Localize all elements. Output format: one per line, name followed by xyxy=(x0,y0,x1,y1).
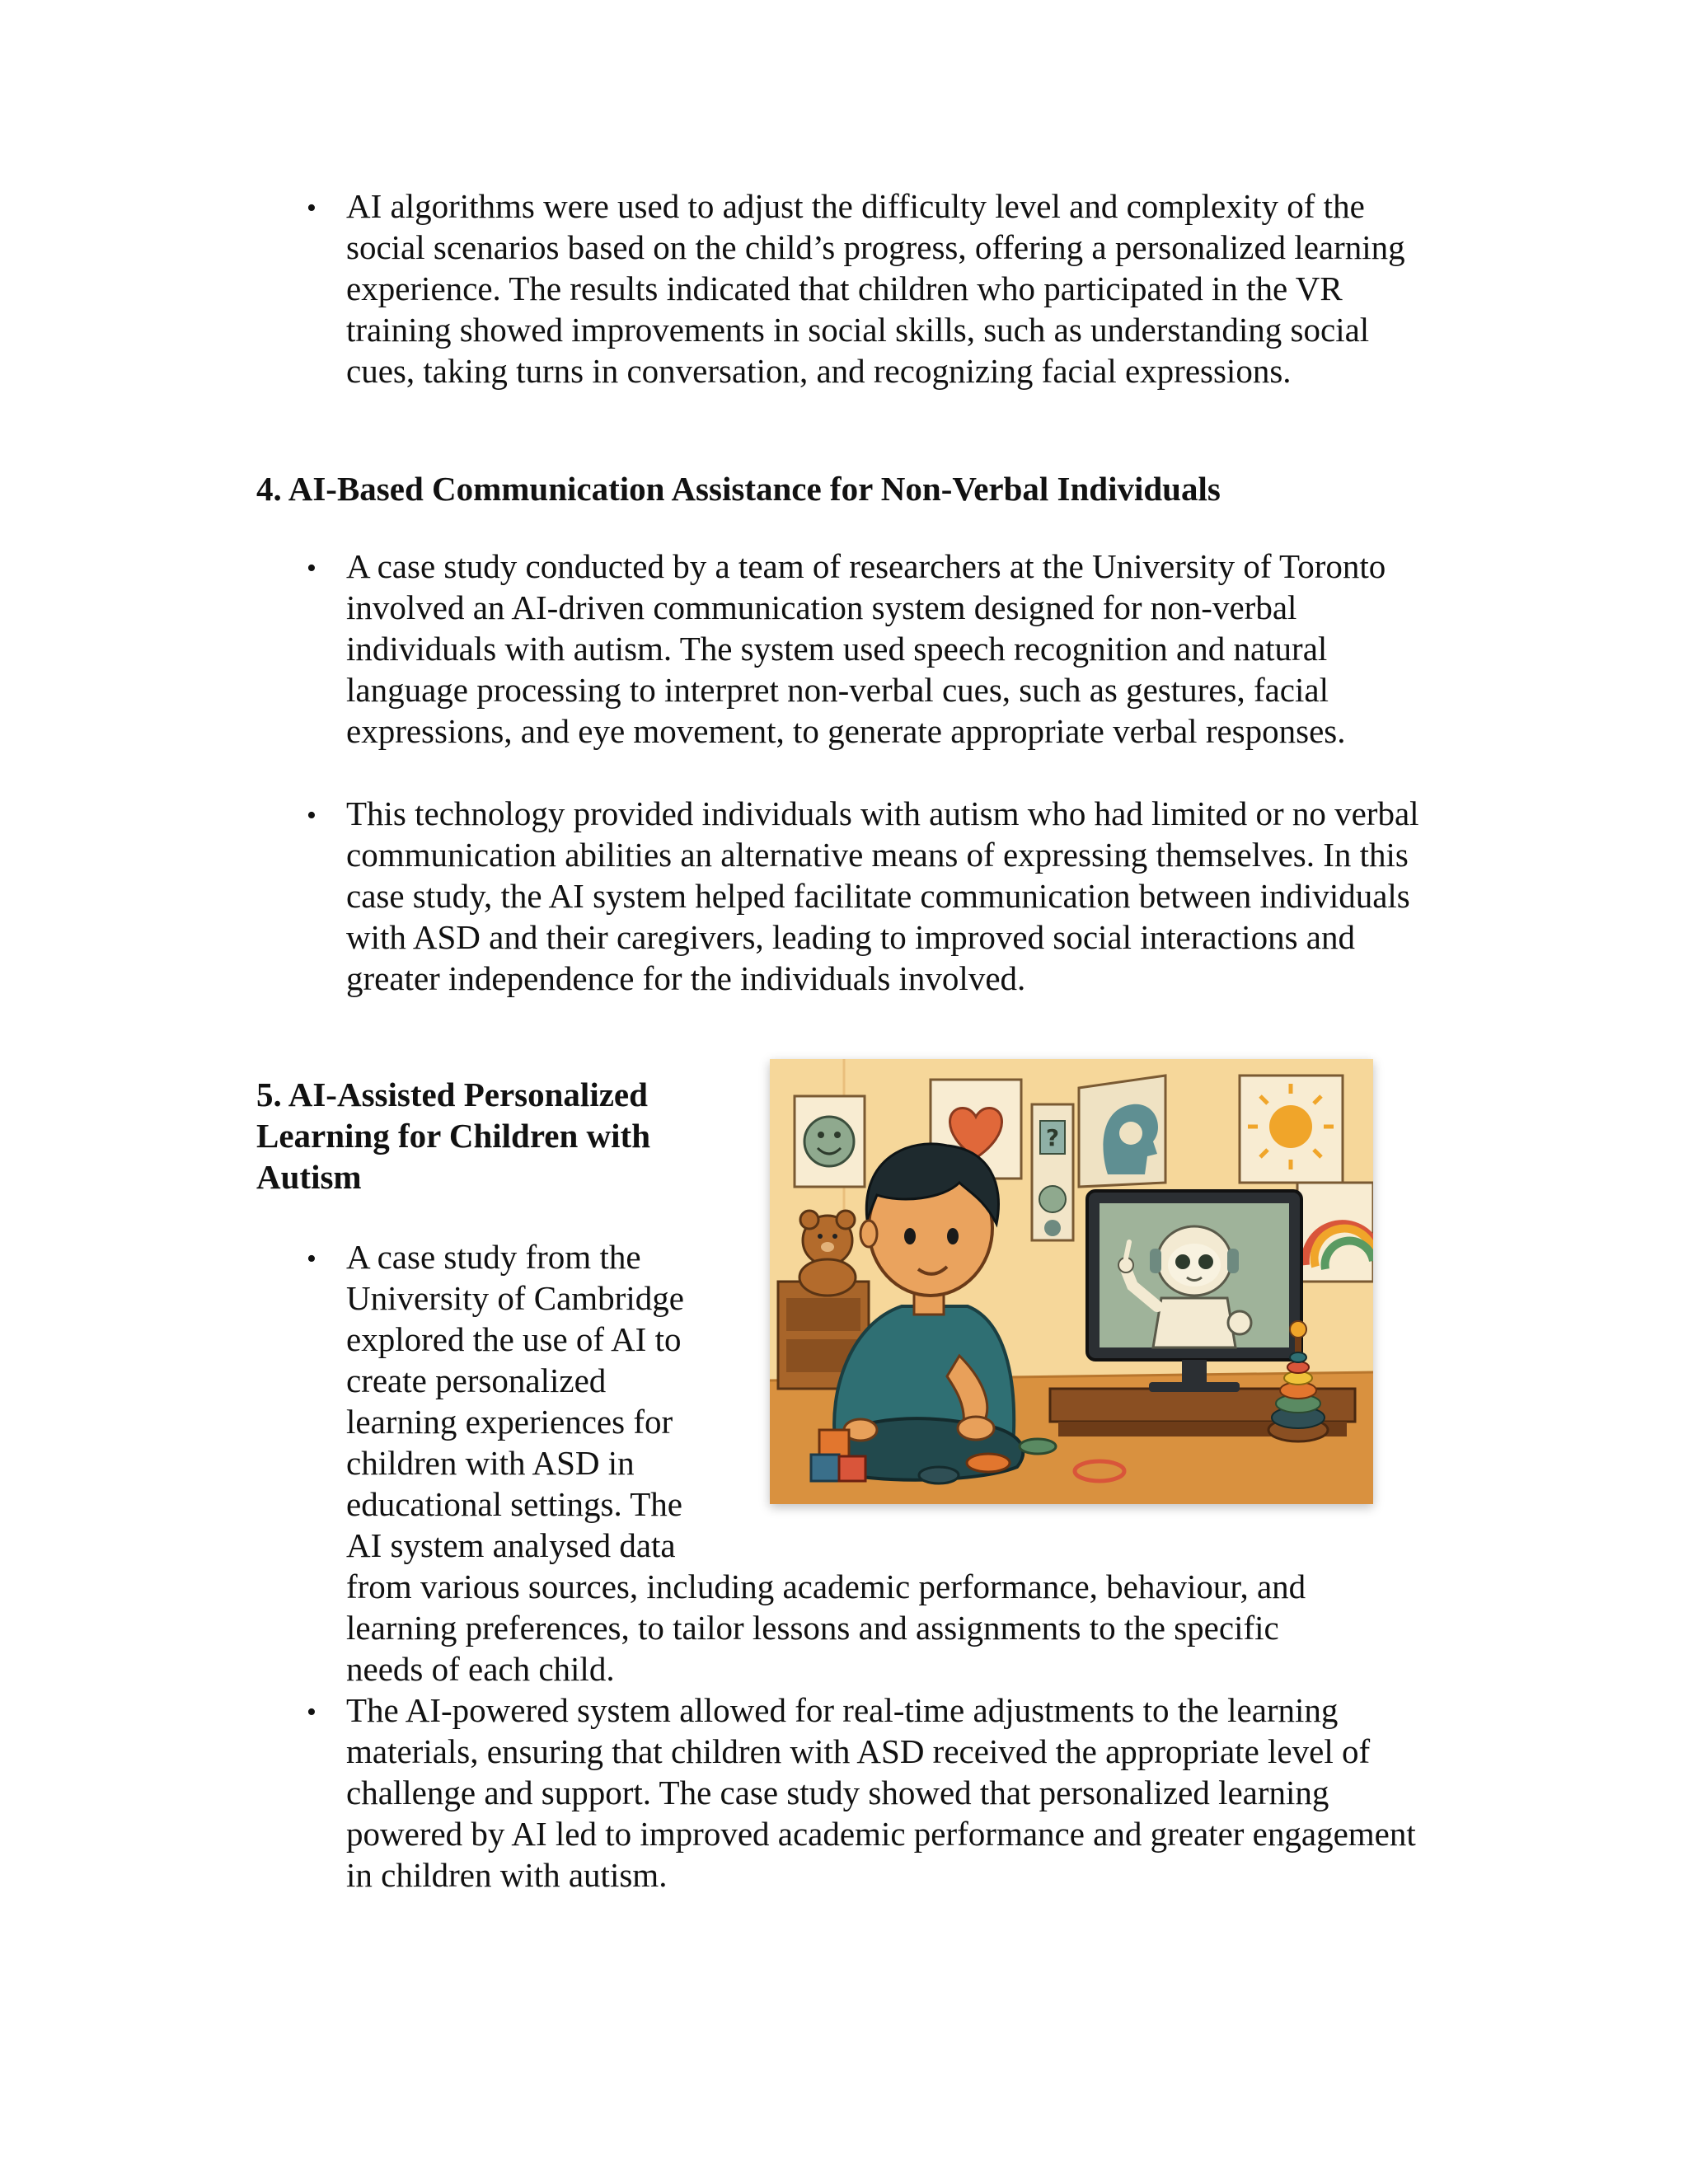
bullet-symbol: • xyxy=(307,1697,316,1727)
bullet-symbol: • xyxy=(307,800,316,831)
text-line: AI system analysed data xyxy=(346,1526,676,1564)
section4-bullet-2: This technology provided individuals with autism who had limited or no verbal communication abilities an alternative means of expressing themselves. In this case study, the AI system helped facilitate communication between individuals with ASD and their caregivers, leading to improved social interactions and greater independence for the individuals involved. xyxy=(346,794,1419,997)
text-line: children with ASD in xyxy=(346,1444,635,1482)
section4-bullet-1: A case study conducted by a team of researchers at the University of Toronto involved an AI-driven communication system designed for non-verbal individuals with autism. The system used speech recognition and natural language processing to interpret non-verbal cues, such as gestures, facial expressions, and eye movement, to generate appropriate verbal responses. xyxy=(346,547,1386,750)
section4-heading: 4. AI-Based Communication Assistance for Non-Verbal Individuals xyxy=(256,470,1221,508)
head-profile-poster-icon xyxy=(1079,1076,1165,1187)
question-poster-icon xyxy=(1032,1104,1073,1240)
bullet-symbol: • xyxy=(307,553,316,583)
sun-poster-icon xyxy=(1240,1076,1343,1183)
text-line: educational settings. The xyxy=(346,1485,682,1523)
bullet-symbol: • xyxy=(307,1244,316,1274)
section5-heading-line: 5. AI-Assisted Personalized xyxy=(256,1076,648,1113)
text-line: University of Cambridge xyxy=(346,1279,684,1317)
question-mark: ? xyxy=(1045,1124,1060,1151)
child-robot-illustration xyxy=(770,1059,1373,1504)
text-line: explored the use of AI to xyxy=(346,1320,682,1358)
text-line: learning preferences, to tailor lessons and assignments to the specific xyxy=(346,1609,1279,1647)
text-line: create personalized xyxy=(346,1361,607,1399)
section5-heading-line: Autism xyxy=(256,1158,362,1196)
section5-bullet-2: The AI-powered system allowed for real-time adjustments to the learning materials, ensuring that children with ASD received the appropriate level of challenge and support. The case study showed that personalized learning powered by AI led to improved academic performance and greater engagement in children with autism. xyxy=(346,1691,1416,1894)
section5-heading-line: Learning for Children with xyxy=(256,1117,651,1155)
text-line: learning experiences for xyxy=(346,1403,673,1441)
text-line: A case study from the xyxy=(346,1238,641,1276)
rainbow-poster-icon xyxy=(1297,1183,1373,1282)
section3-bullet-1: AI algorithms were used to adjust the difficulty level and complexity of the social scenarios based on the child’s progress, offering a personalized learning experience. The results indicated that children who participated in the VR training showed improvements in social skills, such as understanding social cues, taking turns in conversation, and recognizing facial expressions. xyxy=(346,187,1405,390)
section5-heading xyxy=(256,1074,650,1197)
text-line: needs of each child. xyxy=(346,1650,615,1688)
bullet-symbol: • xyxy=(307,193,316,223)
smiley-poster-icon xyxy=(795,1096,865,1187)
text-line: from various sources, including academic performance, behaviour, and xyxy=(346,1568,1306,1605)
